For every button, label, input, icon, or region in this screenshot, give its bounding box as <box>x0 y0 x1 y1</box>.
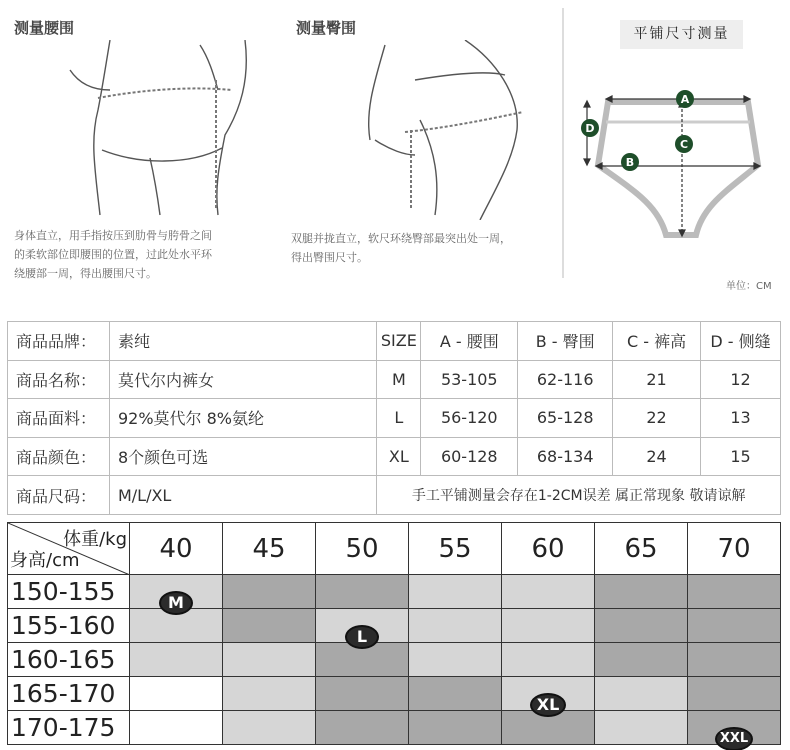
size-marker-l: L <box>345 625 379 649</box>
spec-label: 商品面料： <box>8 399 110 438</box>
size-cell: M <box>377 360 421 399</box>
chart-cell <box>316 711 409 745</box>
waist-column-header: A - 腰围 <box>421 322 518 361</box>
spec-value: M/L/XL <box>109 476 376 515</box>
waist-cell: 56-120 <box>421 399 518 438</box>
side-seam-column-header: D - 侧缝 <box>701 322 781 361</box>
side-seam-cell: 13 <box>701 399 781 438</box>
hip-measure-illustration <box>345 40 555 220</box>
spec-row <box>8 399 781 438</box>
chart-cell <box>502 677 595 711</box>
chart-cell <box>223 677 316 711</box>
weight-header: 45 <box>223 523 316 575</box>
spec-value: 莫代尔内裤女 <box>109 360 376 399</box>
height-row-label: 150-155 <box>8 575 130 609</box>
side-seam-cell: 15 <box>701 437 781 476</box>
height-row <box>8 575 781 609</box>
spec-label: 商品尺码： <box>8 476 110 515</box>
marker-d-text: D <box>585 122 595 135</box>
height-row-label: 160-165 <box>8 643 130 677</box>
spec-label: 商品颜色： <box>8 437 110 476</box>
waist-measure-illustration <box>40 40 270 220</box>
waist-figure-title: 测量腰围 <box>14 19 75 37</box>
chart-cell <box>409 609 502 643</box>
chart-cell <box>130 575 223 609</box>
chart-cell <box>409 677 502 711</box>
chart-cell <box>595 677 688 711</box>
spec-row <box>8 437 781 476</box>
weight-axis-label: 体重/kg <box>63 529 127 550</box>
waist-caption-line: 绕腰部一周，得出腰围尺寸。 <box>14 267 157 280</box>
measurement-note: 手工平铺测量会存在1-2CM误差 属正常现象 敬请谅解 <box>377 476 781 515</box>
chart-cell <box>688 643 781 677</box>
hip-cell: 65-128 <box>518 399 613 438</box>
chart-cell <box>502 643 595 677</box>
chart-body <box>8 575 781 745</box>
chart-cell <box>130 677 223 711</box>
brief-flat-diagram <box>578 80 778 250</box>
height-axis-label: 身高/cm <box>10 550 80 571</box>
chart-cell <box>502 575 595 609</box>
chart-cell <box>409 643 502 677</box>
weight-header: 40 <box>130 523 223 575</box>
waist-cell: 53-105 <box>421 360 518 399</box>
chart-corner-cell <box>8 523 130 575</box>
chart-cell <box>595 643 688 677</box>
waist-caption <box>14 226 212 283</box>
figure-divider <box>562 8 564 278</box>
weight-header-row <box>8 523 781 575</box>
spec-value: 92%莫代尔 8%氨纶 <box>109 399 376 438</box>
hip-cell: 68-134 <box>518 437 613 476</box>
marker-b-text: B <box>625 156 635 169</box>
chart-cell <box>316 609 409 643</box>
height-row <box>8 711 781 745</box>
size-recommendation-chart <box>7 522 781 745</box>
chart-cell <box>316 575 409 609</box>
chart-cell <box>223 575 316 609</box>
marker-a-text: A <box>680 93 690 106</box>
weight-header: 65 <box>595 523 688 575</box>
rise-cell: 24 <box>613 437 701 476</box>
size-cell: L <box>377 399 421 438</box>
height-row-label: 155-160 <box>8 609 130 643</box>
chart-cell <box>316 677 409 711</box>
hip-cell: 62-116 <box>518 360 613 399</box>
spec-label: 商品品牌： <box>8 322 110 361</box>
unit-label: 单位：CM <box>726 281 772 292</box>
hip-column-header: B - 臀围 <box>518 322 613 361</box>
chart-cell <box>223 609 316 643</box>
size-marker-m: M <box>159 591 193 615</box>
size-marker-xl: XL <box>530 693 566 717</box>
chart-cell <box>688 609 781 643</box>
size-marker-xxl: XXL <box>715 727 753 750</box>
height-row <box>8 643 781 677</box>
rise-cell: 21 <box>613 360 701 399</box>
rise-column-header: C - 裤高 <box>613 322 701 361</box>
flat-measure-title: 平铺尺寸测量 <box>620 20 743 49</box>
spec-value: 素纯 <box>109 322 376 361</box>
spec-row <box>8 322 781 361</box>
chart-cell <box>595 711 688 745</box>
height-row <box>8 609 781 643</box>
chart-cell <box>688 711 781 745</box>
product-spec-table <box>7 321 781 515</box>
chart-cell <box>409 711 502 745</box>
hip-caption-line: 双腿并拢直立，软尺环绕臀部最突出处一周， <box>291 232 511 245</box>
hip-caption <box>291 229 511 267</box>
height-row-label: 165-170 <box>8 677 130 711</box>
rise-cell: 22 <box>613 399 701 438</box>
chart-cell <box>688 575 781 609</box>
hip-figure-title: 测量臀围 <box>296 19 357 37</box>
chart-cell <box>595 609 688 643</box>
chart-cell <box>130 609 223 643</box>
chart-cell <box>502 711 595 745</box>
chart-cell <box>502 609 595 643</box>
weight-header: 55 <box>409 523 502 575</box>
hip-caption-line: 得出臀围尺寸。 <box>291 251 368 264</box>
waist-caption-line: 的柔软部位即腰围的位置，过此处水平环 <box>14 248 212 261</box>
size-cell: XL <box>377 437 421 476</box>
waist-cell: 60-128 <box>421 437 518 476</box>
height-row <box>8 677 781 711</box>
chart-cell <box>223 711 316 745</box>
spec-label: 商品名称： <box>8 360 110 399</box>
waist-caption-line: 身体直立，用手指按压到肋骨与胯骨之间 <box>14 229 212 242</box>
chart-cell <box>595 575 688 609</box>
chart-cell <box>223 643 316 677</box>
weight-header: 50 <box>316 523 409 575</box>
height-row-label: 170-175 <box>8 711 130 745</box>
marker-c-text: C <box>679 138 689 151</box>
spec-row <box>8 360 781 399</box>
weight-header: 60 <box>502 523 595 575</box>
chart-cell <box>316 643 409 677</box>
weight-header: 70 <box>688 523 781 575</box>
chart-cell <box>130 711 223 745</box>
spec-value: 8个颜色可选 <box>109 437 376 476</box>
chart-cell <box>130 643 223 677</box>
chart-cell <box>688 677 781 711</box>
side-seam-cell: 12 <box>701 360 781 399</box>
size-column-header: SIZE <box>377 322 421 361</box>
chart-cell <box>409 575 502 609</box>
spec-row <box>8 476 781 515</box>
